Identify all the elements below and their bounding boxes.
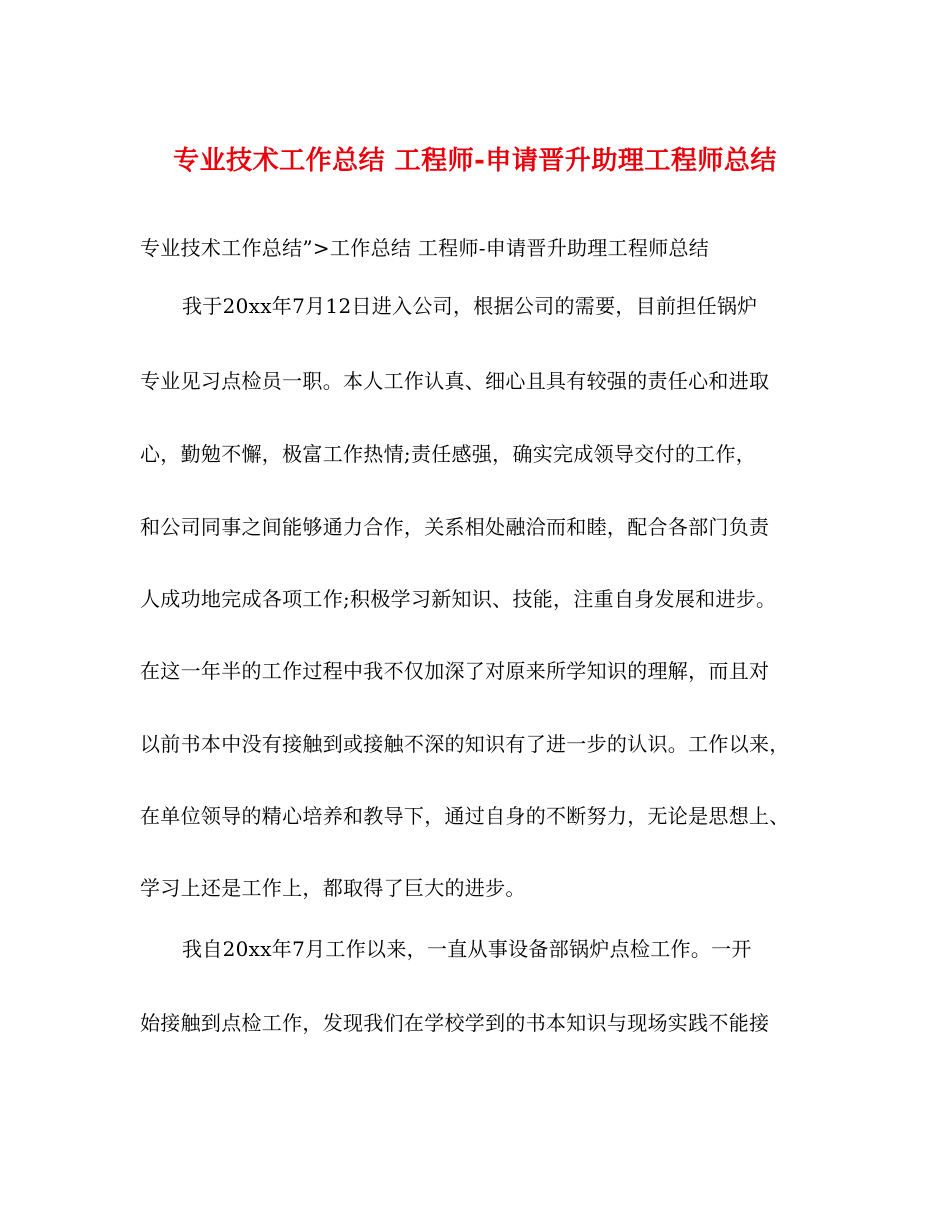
paragraph-line: 始接触到点检工作，发现我们在学校学到的书本知识与现场实践不能接 — [140, 1011, 770, 1035]
paragraph-line: 心，勤勉不懈，极富工作热情;责任感强，确实完成领导交付的工作， — [140, 442, 757, 466]
paragraph-line: 在单位领导的精心培养和教导下，通过自身的不断努力，无论是思想上、 — [140, 804, 790, 828]
document-title: 专业技术工作总结 工程师-申请晋升助理工程师总结 — [173, 146, 777, 176]
paragraph-line: 我自20xx年7月工作以来，一直从事设备部锅炉点检工作。一开 — [182, 937, 752, 961]
paragraph-line: 学习上还是工作上，都取得了巨大的进步。 — [140, 876, 526, 900]
document-subtitle: 专业技术工作总结”>工作总结 工程师-申请晋升助理工程师总结 — [140, 236, 710, 260]
paragraph-line: 我于20xx年7月12日进入公司，根据公司的需要，目前担任锅炉 — [182, 294, 758, 318]
paragraph-line: 和公司同事之间能够通力合作，关系相处融洽而和睦，配合各部门负责 — [140, 515, 770, 539]
paragraph-line: 在这一年半的工作过程中我不仅加深了对原来所学知识的理解，而且对 — [140, 659, 770, 683]
paragraph-line: 以前书本中没有接触到或接触不深的知识有了进一步的认识。工作以来， — [140, 732, 790, 756]
paragraph-line: 专业见习点检员一职。本人工作认真、细心且具有较强的责任心和进取 — [140, 369, 770, 393]
paragraph-line: 人成功地完成各项工作;积极学习新知识、技能，注重自身发展和进步。 — [140, 587, 777, 611]
